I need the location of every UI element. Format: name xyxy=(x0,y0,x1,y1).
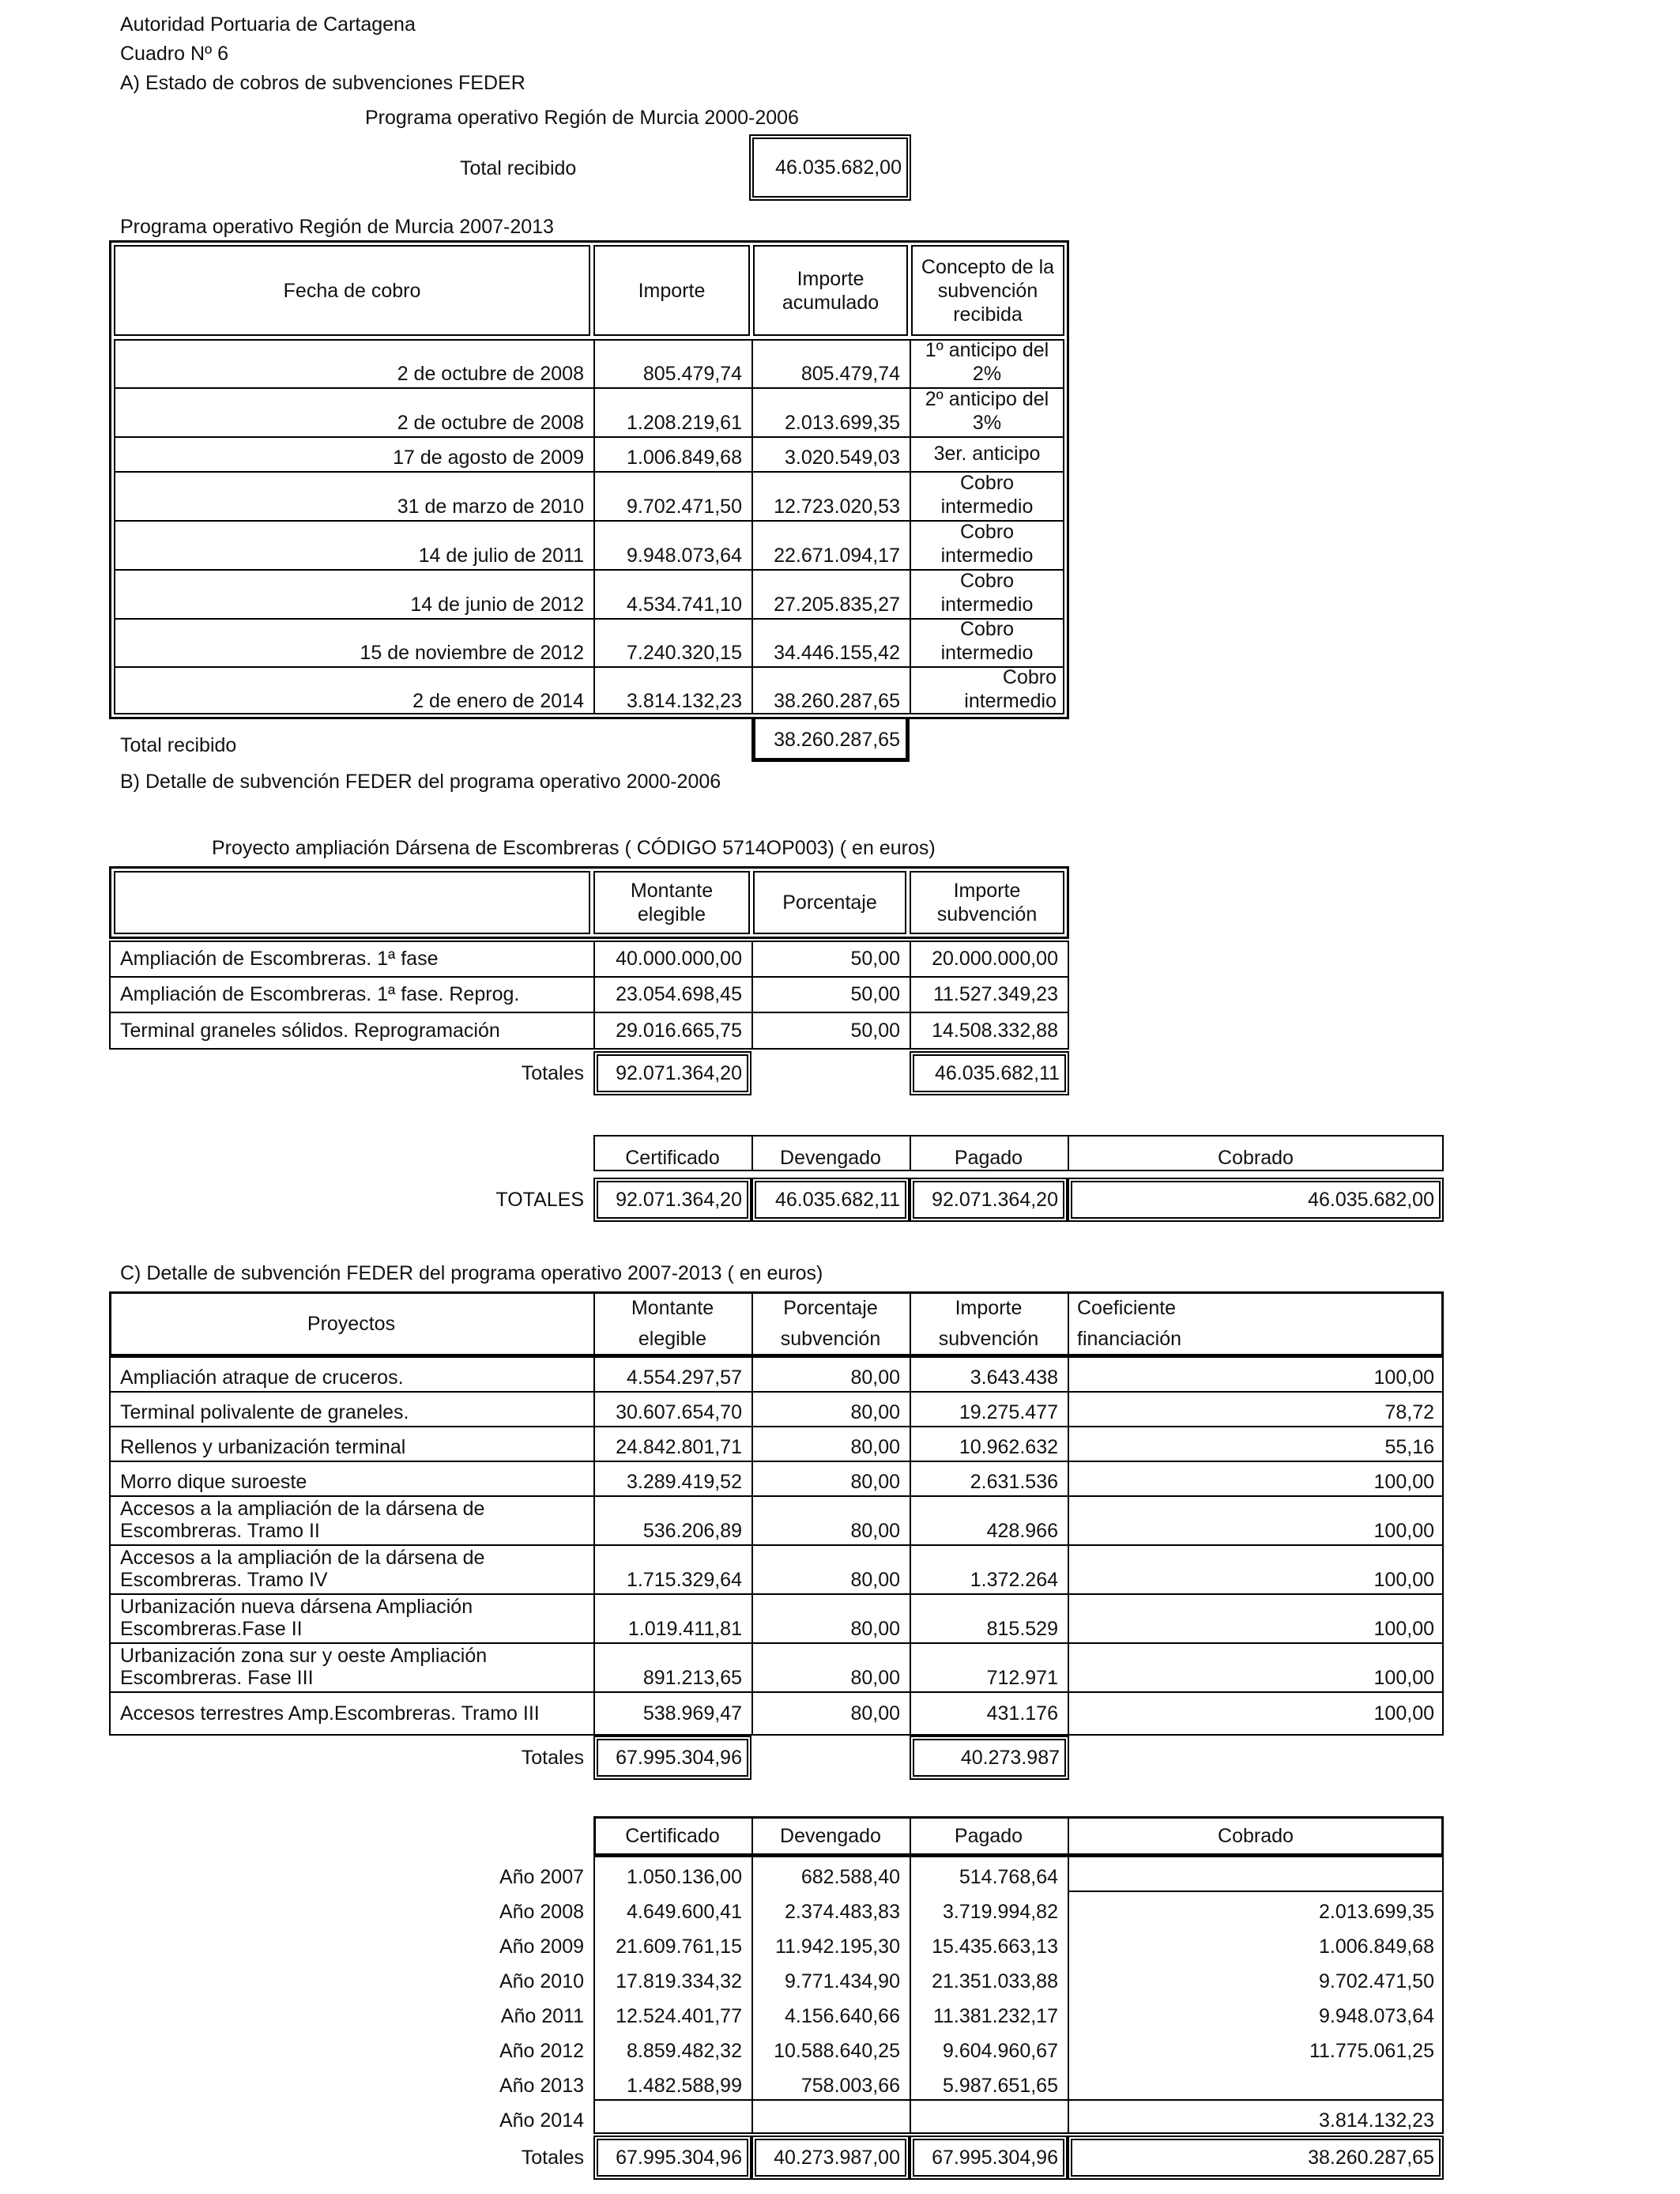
cobros-fecha: 15 de noviembre de 2012 xyxy=(360,642,584,664)
annual-devengado: 11.942.195,30 xyxy=(774,1936,900,1958)
summary-2000-cobrado: 46.035.682,00 xyxy=(1308,1189,1434,1211)
cobros-concepto: Cobro intermedio xyxy=(940,521,1034,567)
project-2007-coeficiente: 100,00 xyxy=(1373,1618,1434,1640)
cobros-total-label: Total recibido xyxy=(120,734,237,756)
cobros-fecha: 2 de octubre de 2008 xyxy=(397,412,584,434)
cobros-importe: 1.208.219,61 xyxy=(627,412,742,434)
annual-devengado: 4.156.640,66 xyxy=(785,2005,900,2027)
cobros-concepto: 2º anticipo del 3% xyxy=(925,388,1049,434)
cobros-importe: 1.006.849,68 xyxy=(627,447,742,469)
project-2007-importe: 815.529 xyxy=(986,1618,1058,1640)
annual-cobrado: 9.948.073,64 xyxy=(1319,2005,1434,2027)
project-2007-porcentaje: 80,00 xyxy=(850,1569,900,1591)
cobros-fecha: 17 de agosto de 2009 xyxy=(393,447,584,469)
project-2000-montante: 23.054.698,45 xyxy=(616,982,742,1005)
cobros-importe: 9.948.073,64 xyxy=(627,545,742,567)
cobros-importe: 3.814.132,23 xyxy=(627,690,742,712)
annual-devengado: 10.588.640,25 xyxy=(774,2040,900,2062)
cobros-header-concepto: Concepto de la subvención recibida xyxy=(921,255,1055,326)
project-2007-name: Urbanización nueva dársena Ampliación Escombreras.Fase II xyxy=(120,1595,473,1641)
cobros-concepto: Cobro intermedio xyxy=(940,618,1034,664)
project-2007-montante: 4.554.297,57 xyxy=(627,1367,742,1389)
cobros-fecha: 14 de julio de 2011 xyxy=(418,545,584,567)
annual-pagado: 5.987.651,65 xyxy=(943,2075,1058,2097)
project-2007-porcentaje: 80,00 xyxy=(850,1367,900,1389)
annual-devengado: 9.771.434,90 xyxy=(785,1970,900,1992)
cobros-fecha: 14 de junio de 2012 xyxy=(410,594,584,616)
total-received-2000-value: 46.035.682,00 xyxy=(775,156,902,179)
cobros-concepto: 1º anticipo del 2% xyxy=(925,339,1049,385)
project-2007-importe: 428.966 xyxy=(986,1520,1058,1542)
project-2007-importe: 10.962.632 xyxy=(959,1436,1058,1458)
annual-year: Año 2014 xyxy=(499,2109,584,2132)
program-2000-title: Programa operativo Región de Murcia 2000-2006 xyxy=(365,107,799,129)
cobros-header-importe: Importe xyxy=(638,279,706,302)
project-2007-coeficiente: 100,00 xyxy=(1373,1367,1434,1389)
annual-certificado: 12.524.401,77 xyxy=(616,2005,742,2027)
annual-cobrado: 2.013.699,35 xyxy=(1319,1901,1434,1923)
cuadro-number: Cuadro Nº 6 xyxy=(120,43,228,65)
annual-devengado: 2.374.483,83 xyxy=(785,1901,900,1923)
total-received-2000-label: Total recibido xyxy=(460,157,577,179)
annual-devengado: 758.003,66 xyxy=(800,2075,900,2097)
cobros-concepto: 3er. anticipo xyxy=(933,443,1041,465)
project-2000-name: Ampliación de Escombreras. 1ª fase xyxy=(120,947,439,970)
cobros-header-acumulado: Importe acumulado xyxy=(782,267,880,314)
annual-header-pagado: Pagado xyxy=(954,1825,1023,1847)
section-b-project-title: Proyecto ampliación Dársena de Escombreras ( CÓDIGO 5714OP003) ( en euros) xyxy=(212,837,936,859)
project-2007-montante: 538.969,47 xyxy=(642,1702,742,1725)
project-2007-porcentaje: 80,00 xyxy=(850,1702,900,1725)
annual-totales-pagado: 67.995.304,96 xyxy=(932,2147,1058,2169)
annual-certificado: 8.859.482,32 xyxy=(627,2040,742,2062)
project-2007-montante: 1.019.411,81 xyxy=(627,1618,742,1640)
project-2000-header-porcentaje: Porcentaje xyxy=(782,892,877,914)
project-2007-importe: 2.631.536 xyxy=(970,1471,1058,1493)
annual-pagado: 3.719.994,82 xyxy=(943,1901,1058,1923)
project-2007-name: Ampliación atraque de cruceros. xyxy=(120,1367,404,1389)
project-2007-importe: 19.275.477 xyxy=(959,1401,1058,1423)
annual-pagado xyxy=(910,2099,1068,2134)
project-2000-importe: 14.508.332,88 xyxy=(932,1020,1058,1042)
project-2007-coeficiente: 100,00 xyxy=(1373,1471,1434,1493)
project-2007-name: Terminal polivalente de graneles. xyxy=(120,1401,409,1423)
annual-certificado: 1.482.588,99 xyxy=(627,2075,742,2097)
project-2007-importe: 3.643.438 xyxy=(970,1367,1058,1389)
cobros-total-value: 38.260.287,65 xyxy=(774,729,900,751)
project-2007-coeficiente: 55,16 xyxy=(1384,1436,1434,1458)
project-2007-porcentaje: 80,00 xyxy=(850,1401,900,1423)
project-2007-montante: 891.213,65 xyxy=(642,1667,742,1689)
cobros-acumulado: 805.479,74 xyxy=(800,363,900,385)
summary-2000-header-certificado: Certificado xyxy=(625,1147,720,1169)
projects-2007-header-porcentaje: Porcentaje subvención xyxy=(780,1297,881,1350)
program-2007-title: Programa operativo Región de Murcia 2007-2013 xyxy=(120,216,554,238)
annual-year: Año 2012 xyxy=(499,2040,584,2062)
annual-totales-certificado: 67.995.304,96 xyxy=(616,2147,742,2169)
project-2000-header-importe: Importe subvención xyxy=(936,880,1038,925)
project-2000-name: Ampliación de Escombreras. 1ª fase. Reprog. xyxy=(120,982,520,1005)
annual-pagado: 21.351.033,88 xyxy=(932,1970,1058,1992)
annual-cobrado: 9.702.471,50 xyxy=(1319,1970,1434,1992)
cobros-acumulado: 2.013.699,35 xyxy=(785,412,900,434)
annual-pagado: 9.604.960,67 xyxy=(943,2040,1058,2062)
annual-pagado: 514.768,64 xyxy=(959,1866,1058,1888)
project-2000-montante: 29.016.665,75 xyxy=(616,1020,742,1042)
summary-2000-header-pagado: Pagado xyxy=(954,1147,1023,1169)
cobros-header-fecha: Fecha de cobro xyxy=(283,279,421,302)
project-2007-name: Morro dique suroeste xyxy=(120,1471,307,1493)
project-2007-coeficiente: 100,00 xyxy=(1373,1520,1434,1542)
annual-year: Año 2008 xyxy=(499,1901,584,1923)
project-2000-totales-montante: 92.071.364,20 xyxy=(616,1062,742,1084)
projects-2007-totales-montante: 67.995.304,96 xyxy=(616,1747,742,1769)
project-2000-name: Terminal graneles sólidos. Reprogramación xyxy=(120,1020,500,1042)
cobros-importe: 9.702.471,50 xyxy=(627,496,742,518)
project-2007-porcentaje: 80,00 xyxy=(850,1471,900,1493)
annual-year: Año 2010 xyxy=(499,1970,584,1992)
annual-certificado: 4.649.600,41 xyxy=(627,1901,742,1923)
cobros-acumulado: 34.446.155,42 xyxy=(774,642,900,664)
projects-2007-totales-importe: 40.273.987 xyxy=(960,1747,1060,1769)
project-2000-totales-label: Totales xyxy=(521,1062,584,1084)
project-2000-importe: 20.000.000,00 xyxy=(932,947,1058,970)
cobros-fecha: 2 de octubre de 2008 xyxy=(397,363,584,385)
project-2000-importe: 11.527.349,23 xyxy=(932,982,1058,1005)
cobros-fecha: 31 de marzo de 2010 xyxy=(397,496,584,518)
section-b-title: B) Detalle de subvención FEDER del programa operativo 2000-2006 xyxy=(120,771,721,793)
project-2000-totales-importe: 46.035.682,11 xyxy=(934,1062,1060,1084)
organization-name: Autoridad Portuaria de Cartagena xyxy=(120,13,416,36)
project-2007-montante: 536.206,89 xyxy=(642,1520,742,1542)
project-2007-importe: 1.372.264 xyxy=(970,1569,1058,1591)
projects-2007-header-montante: Montante elegible xyxy=(631,1297,714,1350)
annual-devengado xyxy=(751,2099,910,2134)
cobros-acumulado: 38.260.287,65 xyxy=(774,690,900,712)
cobros-concepto: Cobro intermedio xyxy=(940,570,1034,616)
annual-certificado: 1.050.136,00 xyxy=(627,1866,742,1888)
cobros-concepto: Cobro intermedio xyxy=(940,472,1034,518)
projects-2007-header-proyectos: Proyectos xyxy=(307,1313,396,1335)
section-a-title: A) Estado de cobros de subvenciones FEDER xyxy=(120,72,525,94)
section-c-title: C) Detalle de subvención FEDER del programa operativo 2007-2013 ( en euros) xyxy=(120,1262,823,1284)
project-2000-porcentaje: 50,00 xyxy=(850,1020,900,1042)
project-2000-montante: 40.000.000,00 xyxy=(616,947,742,970)
project-2007-montante: 24.842.801,71 xyxy=(616,1436,742,1458)
projects-2007-header-importe: Importe subvención xyxy=(938,1297,1039,1350)
annual-pagado: 11.381.232,17 xyxy=(932,2005,1058,2027)
annual-cobrado xyxy=(1068,2064,1444,2099)
cobros-acumulado: 27.205.835,27 xyxy=(774,594,900,616)
project-2007-name: Accesos a la ampliación de la dársena de Escombreras. Tramo IV xyxy=(120,1546,485,1592)
annual-devengado: 682.588,40 xyxy=(800,1866,900,1888)
project-2007-name: Rellenos y urbanización terminal xyxy=(120,1436,406,1458)
annual-header-devengado: Devengado xyxy=(780,1825,881,1847)
cobros-concepto: Cobro intermedio xyxy=(964,666,1057,712)
annual-header-cobrado: Cobrado xyxy=(1218,1825,1294,1847)
annual-year: Año 2013 xyxy=(499,2075,584,2097)
project-2007-coeficiente: 100,00 xyxy=(1373,1667,1434,1689)
project-2007-name: Urbanización zona sur y oeste Ampliación Escombreras. Fase III xyxy=(120,1644,488,1690)
projects-2007-totales-label: Totales xyxy=(521,1747,584,1769)
annual-cobrado xyxy=(1068,1856,1444,1891)
summary-2000-certificado: 92.071.364,20 xyxy=(616,1189,742,1211)
project-2007-porcentaje: 80,00 xyxy=(850,1520,900,1542)
annual-pagado: 15.435.663,13 xyxy=(932,1936,1058,1958)
project-2007-importe: 712.971 xyxy=(986,1667,1058,1689)
project-2007-coeficiente: 78,72 xyxy=(1384,1401,1434,1423)
annual-year: Año 2007 xyxy=(499,1866,584,1888)
annual-totales-cobrado: 38.260.287,65 xyxy=(1308,2147,1434,2169)
cobros-acumulado: 3.020.549,03 xyxy=(785,447,900,469)
project-2007-name: Accesos terrestres Amp.Escombreras. Tramo III xyxy=(120,1702,540,1725)
project-2007-montante: 30.607.654,70 xyxy=(616,1401,742,1423)
annual-certificado xyxy=(593,2099,751,2134)
project-2007-porcentaje: 80,00 xyxy=(850,1667,900,1689)
annual-certificado: 17.819.334,32 xyxy=(616,1970,742,1992)
project-2007-montante: 3.289.419,52 xyxy=(627,1471,742,1493)
cobros-acumulado: 22.671.094,17 xyxy=(774,545,900,567)
annual-year: Año 2009 xyxy=(499,1936,584,1958)
annual-certificado: 21.609.761,15 xyxy=(616,1936,742,1958)
project-2000-header-montante: Montante elegible xyxy=(630,880,714,925)
project-2007-montante: 1.715.329,64 xyxy=(627,1569,742,1591)
summary-2000-header-devengado: Devengado xyxy=(780,1147,881,1169)
project-2007-coeficiente: 100,00 xyxy=(1373,1702,1434,1725)
summary-2000-header-cobrado: Cobrado xyxy=(1218,1147,1294,1169)
project-2007-importe: 431.176 xyxy=(986,1702,1058,1725)
project-2000-porcentaje: 50,00 xyxy=(850,947,900,970)
annual-totales-label: Totales xyxy=(521,2147,584,2169)
cobros-fecha: 2 de enero de 2014 xyxy=(412,690,584,712)
project-2007-name: Accesos a la ampliación de la dársena de Escombreras. Tramo II xyxy=(120,1497,485,1543)
cobros-importe: 805.479,74 xyxy=(642,363,742,385)
annual-totales-devengado: 40.273.987,00 xyxy=(774,2147,900,2169)
annual-year: Año 2011 xyxy=(500,2005,584,2027)
summary-2000-devengado: 46.035.682,11 xyxy=(774,1189,900,1211)
annual-header-certificado: Certificado xyxy=(625,1825,720,1847)
projects-2007-header-coeficiente: Coeficiente financiación xyxy=(1077,1297,1182,1350)
project-2000-porcentaje: 50,00 xyxy=(850,982,900,1005)
project-2000-header-name xyxy=(114,871,590,934)
annual-cobrado: 11.775.061,25 xyxy=(1309,2040,1434,2062)
annual-cobrado: 3.814.132,23 xyxy=(1319,2109,1434,2132)
project-2007-porcentaje: 80,00 xyxy=(850,1436,900,1458)
cobros-acumulado: 12.723.020,53 xyxy=(774,496,900,518)
project-2007-coeficiente: 100,00 xyxy=(1373,1569,1434,1591)
cobros-importe: 7.240.320,15 xyxy=(627,642,742,664)
summary-2000-totales-label: TOTALES xyxy=(495,1189,584,1211)
summary-2000-pagado: 92.071.364,20 xyxy=(932,1189,1058,1211)
annual-cobrado: 1.006.849,68 xyxy=(1319,1936,1434,1958)
cobros-importe: 4.534.741,10 xyxy=(627,594,742,616)
project-2007-porcentaje: 80,00 xyxy=(850,1618,900,1640)
